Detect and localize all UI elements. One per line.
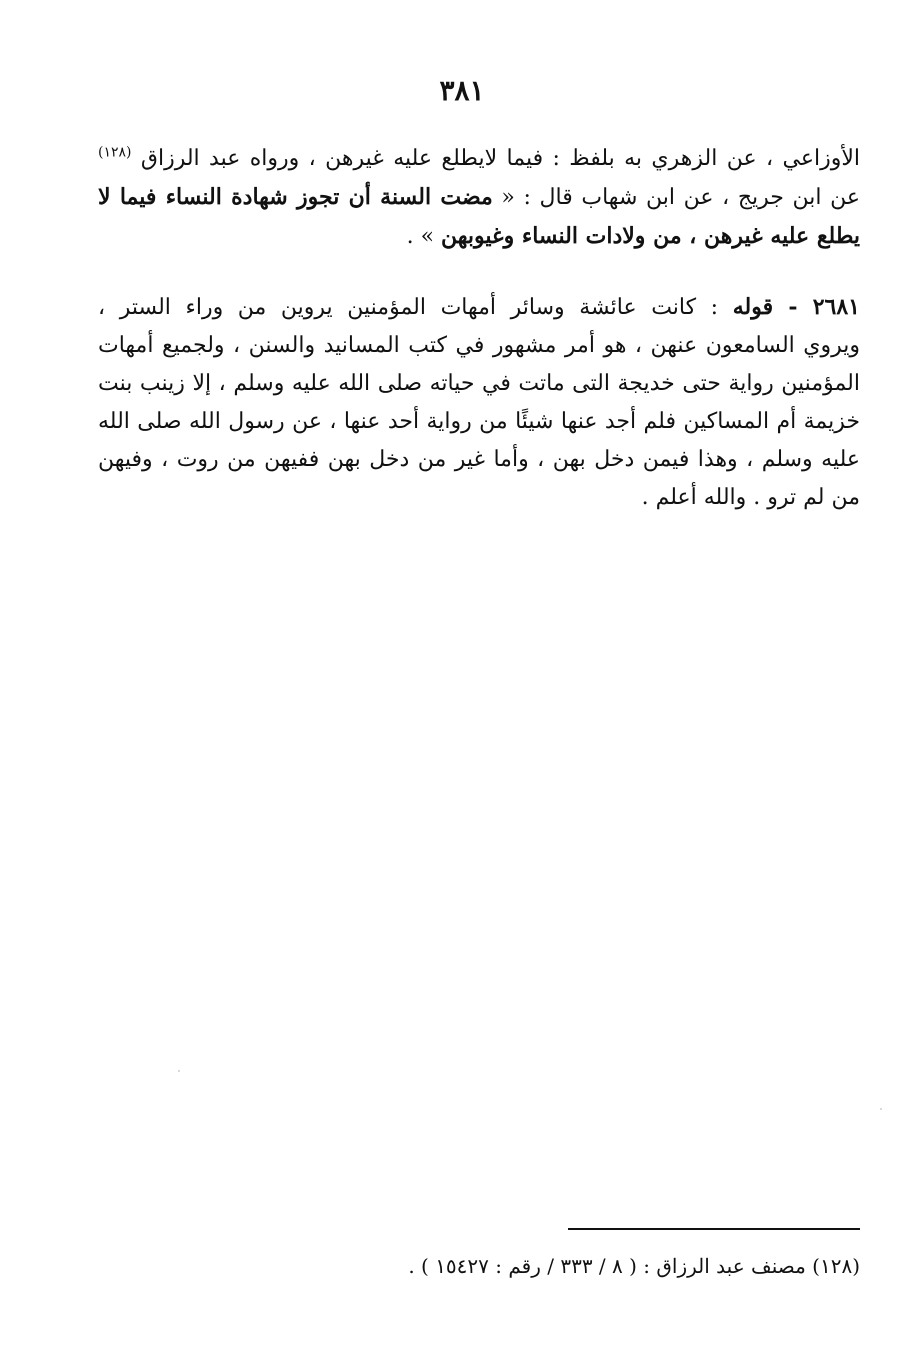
line-text: : كانت عائشة وسائر أمهات المؤمنين يروين من وراء الستر ، <box>98 295 733 320</box>
page-number: ٣٨١ <box>439 74 485 107</box>
line-text: الأوزاعي ، عن الزهري به بلفظ : فيما لايطلع عليه غيرهن ، ورواه عبد الرزاق <box>140 146 860 171</box>
quoted-text: مضت السنة أن تجوز شهادة النساء فيما لا <box>98 184 493 210</box>
scan-speck <box>178 1070 180 1072</box>
entry-number: ٢٦٨١ <box>812 294 860 320</box>
text-line: ويروي السامعون عنهن ، هو أمر مشهور في كتب المسانيد والسنن ، ولجميع أمهات <box>98 333 860 358</box>
text-line: خزيمة أم المساكين فلم أجد عنها شيئًا من رواية أحد عنها ، عن رسول الله صلى الله <box>98 409 860 434</box>
line-text: » . <box>406 224 442 249</box>
text-line <box>98 178 860 217</box>
scan-speck <box>880 1108 882 1110</box>
text-line: من لم ترو . والله أعلم . <box>641 485 860 510</box>
footnote: (١٢٨) مصنف عبد الرزاق : ( ٨ / ٣٣٣ / رقم : ١٥٤٢٧ ) . <box>408 1254 860 1278</box>
quoted-text: يطلع عليه غيرهن ، من ولادات النساء وغيوبهن <box>441 223 860 249</box>
entry-label: - قوله <box>732 294 813 320</box>
text-line: عليه وسلم ، وهذا فيمن دخل بهن ، وأما غير من دخل بهن ففيهن من روت ، وفيهن <box>98 447 860 472</box>
paragraph-continuation <box>98 140 860 256</box>
paragraph-2681 <box>98 288 860 517</box>
text-line <box>98 288 860 327</box>
text-line <box>98 217 860 256</box>
footnote-divider <box>568 1228 860 1230</box>
text-line: المؤمنين رواية حتى خديجة التى ماتت في حياته صلى الله عليه وسلم ، إلا زينب بنت <box>98 371 860 396</box>
line-text: عن ابن جريج ، عن ابن شهاب قال : « <box>492 185 860 210</box>
text-line <box>98 140 860 178</box>
footnote-reference: (١٢٨) <box>98 144 132 161</box>
